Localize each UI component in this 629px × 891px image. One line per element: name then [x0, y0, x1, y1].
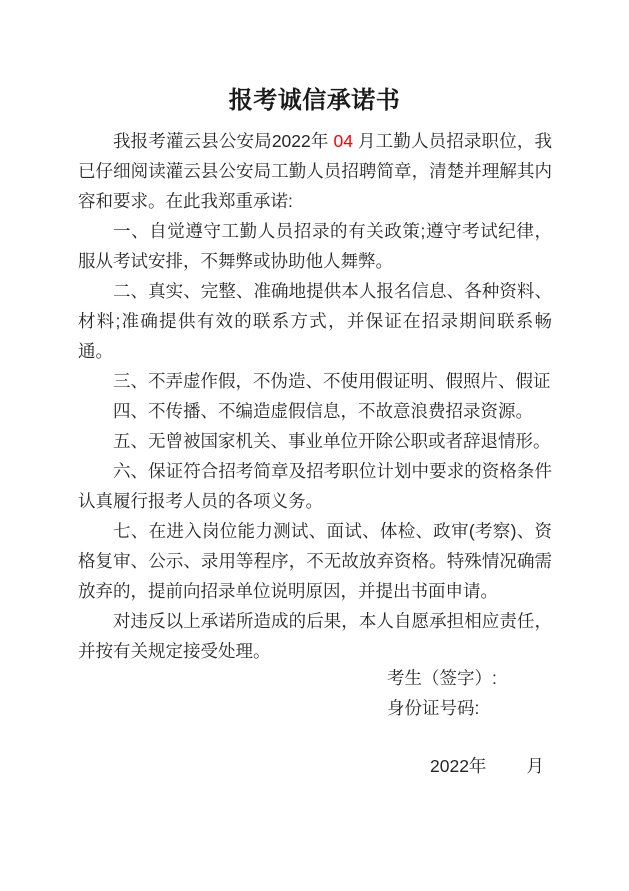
commitment-item-3: 三、不弄虚作假，不伪造、不使用假证明、假照片、假证: [113, 371, 551, 391]
commitment-item-6: 六、保证符合招考简章及招考职位计划中要求的资格条件认真履行报考人员的各项义务。: [78, 461, 552, 511]
signature-block: [387, 663, 497, 723]
commitment-item-4: 四、不传播、不编造虚假信息，不故意浪费招录资源。: [113, 401, 533, 421]
date-line: [430, 751, 544, 781]
intro-paragraph: [78, 126, 552, 216]
date-year: 2022年: [430, 756, 487, 776]
commitment-item-7: 七、在进入岗位能力测试、面试、体检、政审(考察)、资格复审、公示、录用等程序，不无故放弃资格。特殊情况确需放弃的，提前向招录单位说明原因，并提出书面申请。: [78, 521, 552, 601]
commitment-item-1: 一、自觉遵守工勤人员招录的有关政策;遵守考试纪律，服从考试安排，不舞弊或协助他人舞弊。: [78, 221, 552, 271]
document-body: [78, 126, 552, 666]
document-title: 报考诚信承诺书: [228, 87, 401, 114]
signer-label: 考生（签字）:: [387, 668, 497, 688]
intro-text-after: 月工勤人员招录职位，我已仔细阅读灌云县公安局工勤人员招聘简章，清楚并理解其内容和要求。在此我郑重承诺:: [78, 131, 552, 211]
id-number-label: 身份证号码:: [387, 698, 480, 718]
closing-paragraph: 对违反以上承诺所造成的后果，本人自愿承担相应责任，并按有关规定接受处理。: [78, 611, 552, 661]
date-month: 月: [526, 756, 544, 776]
commitment-item-2: 二、真实、完整、准确地提供本人报名信息、各种资料、材料;准确提供有效的联系方式，并保证在招录期间联系畅通。: [78, 281, 552, 361]
month-highlight: 04: [333, 131, 354, 151]
intro-text-before: 我报考灌云县公安局2022年: [113, 131, 334, 151]
commitment-item-5: 五、无曾被国家机关、事业单位开除公职或者辞退情形。: [113, 431, 551, 451]
